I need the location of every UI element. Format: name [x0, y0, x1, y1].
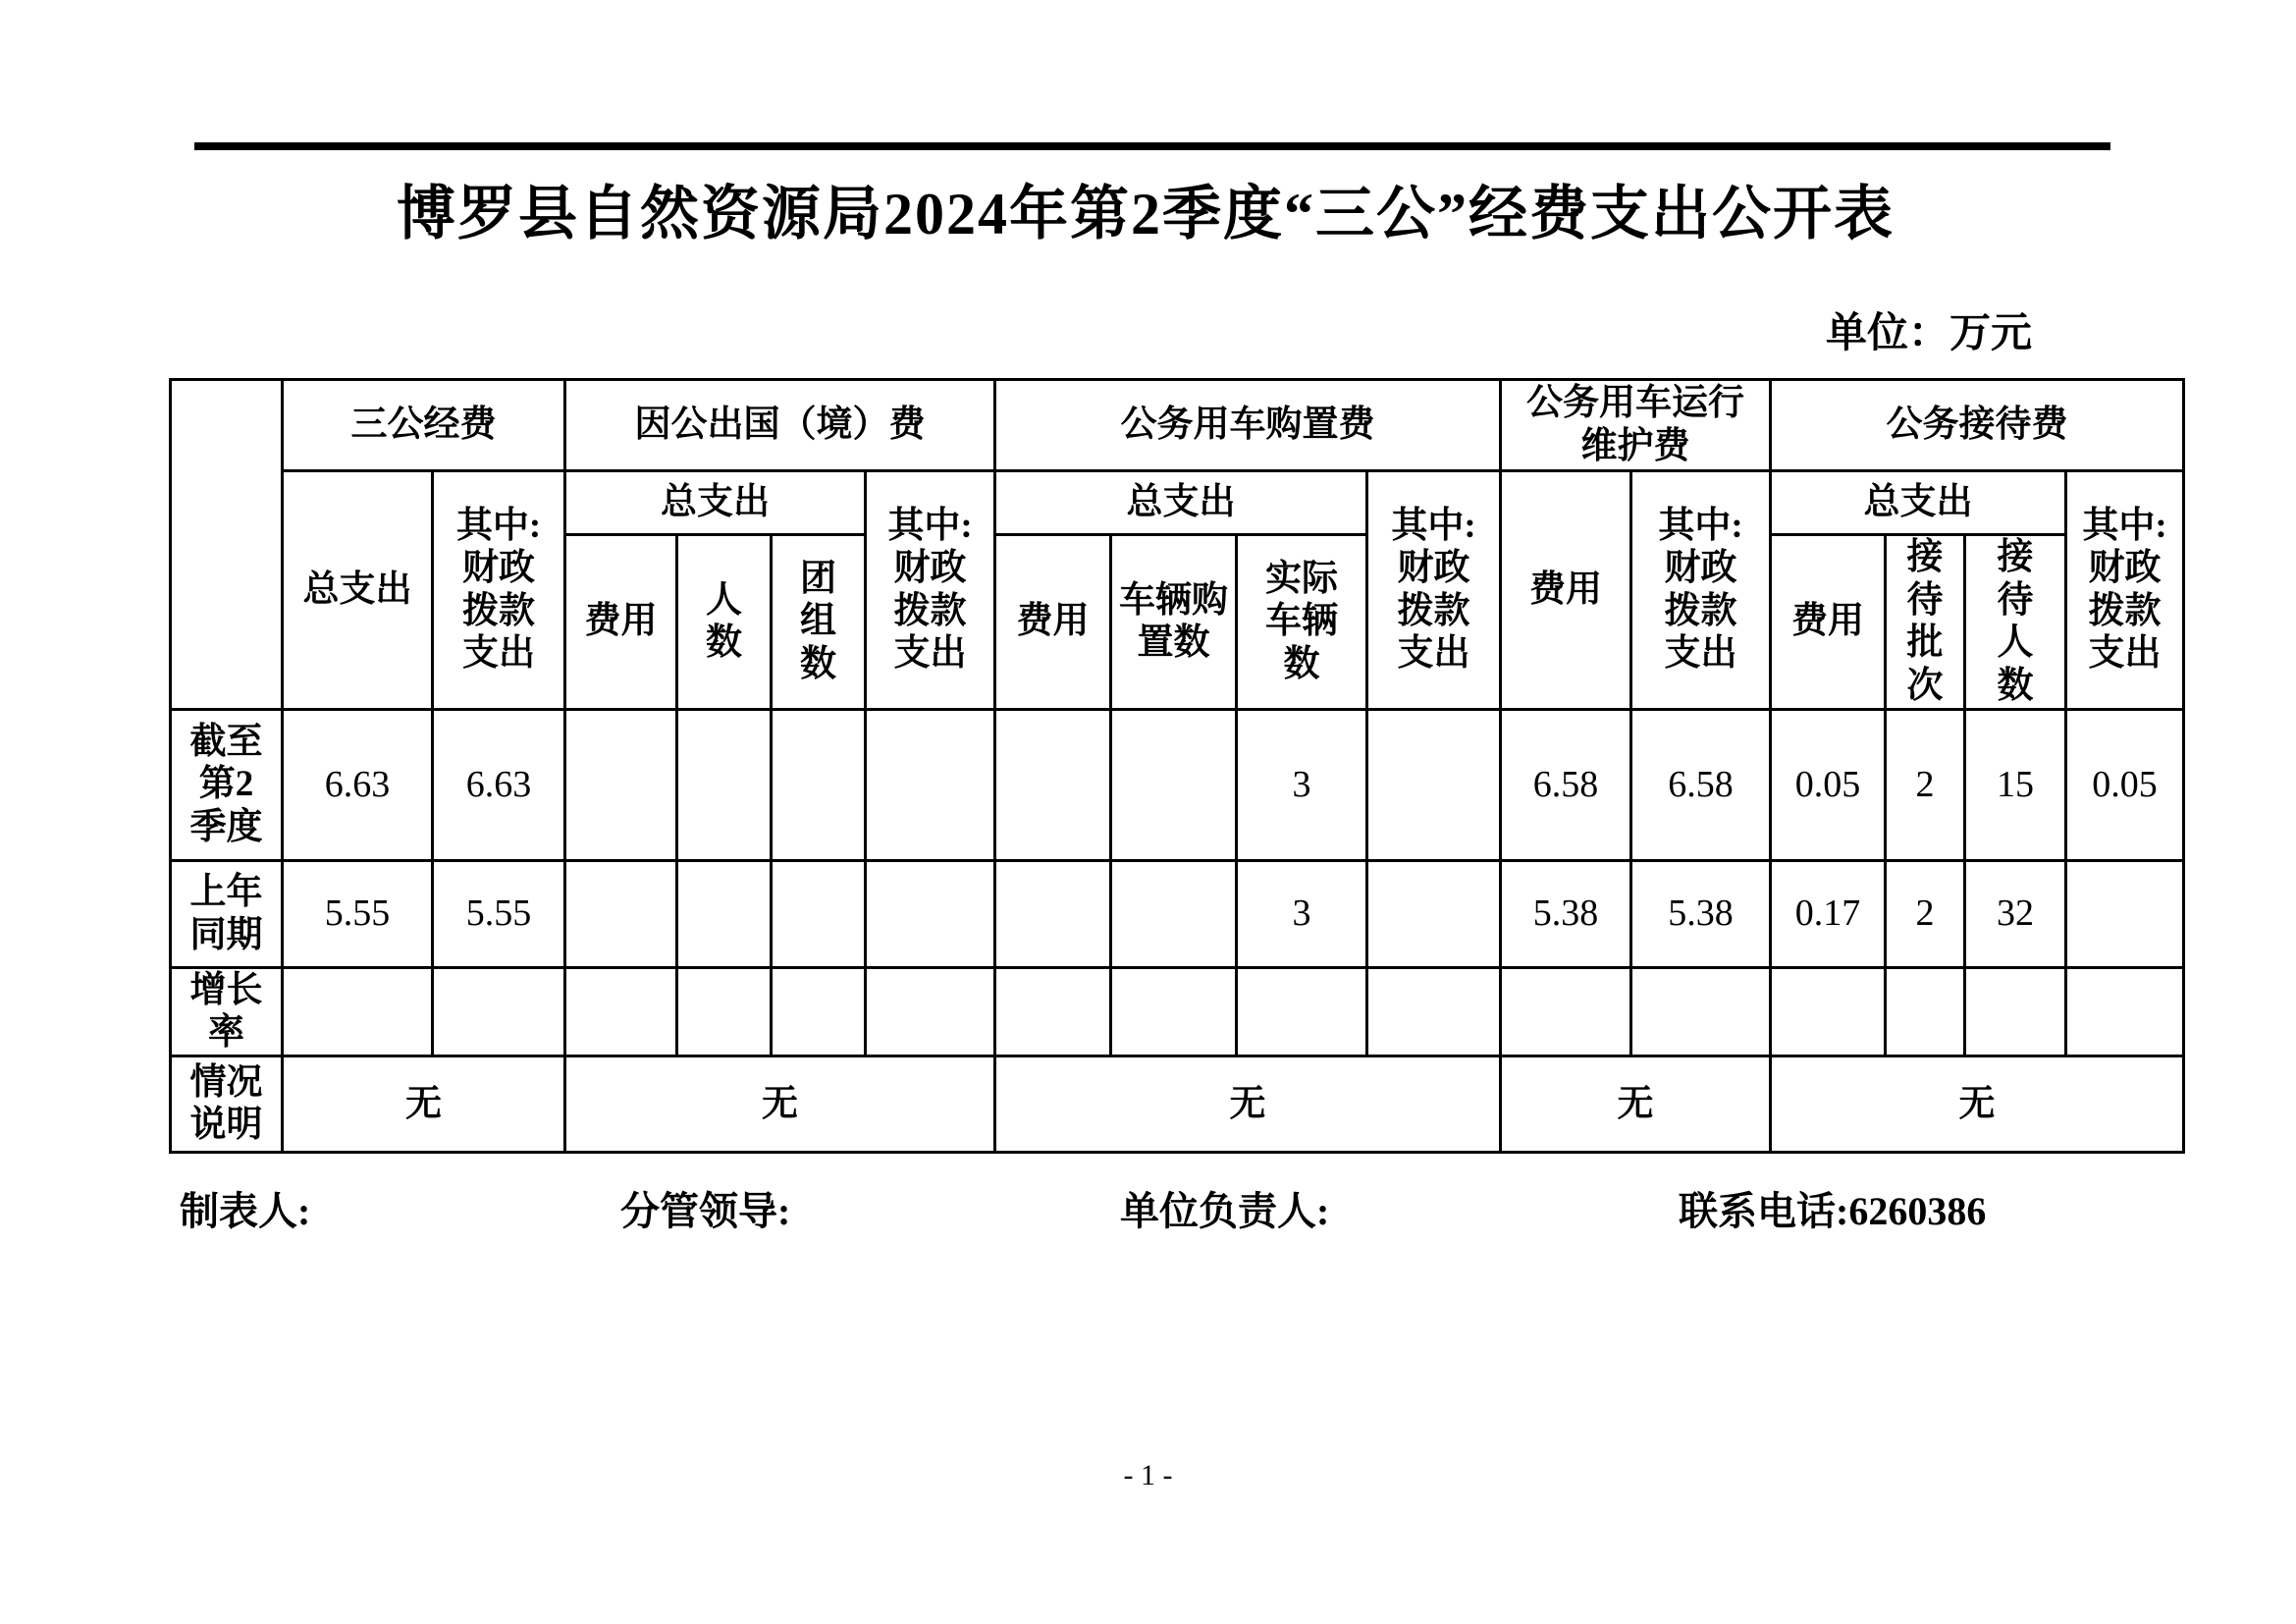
cell [677, 709, 772, 860]
cell [2066, 967, 2184, 1056]
header-abroad-people: 人数 [677, 535, 772, 710]
cell: 5.38 [1631, 860, 1771, 967]
row-label-growth-rate: 增长率 [171, 967, 283, 1056]
group-header-reception: 公务接待费 [1771, 380, 2184, 471]
header-purchase-total: 总支出 [995, 471, 1367, 535]
group-header-vehicle-maintenance: 公务用车运行维护费 [1501, 380, 1771, 471]
cell: 5.55 [283, 860, 433, 967]
note-cell-vehicle-purchase: 无 [995, 1056, 1501, 1152]
cell [995, 860, 1111, 967]
cell [1111, 709, 1237, 860]
group-header-sangong: 三公经费 [283, 380, 565, 471]
leader-label: 分管领导: [620, 1189, 791, 1233]
cell: 2 [1886, 709, 1965, 860]
cell: 0.05 [2066, 709, 2184, 860]
header-purchase-count: 车辆购置数 [1111, 535, 1237, 710]
table-row-growth-rate [171, 967, 2184, 1056]
cell: 3 [1237, 709, 1367, 860]
note-cell-reception: 无 [1771, 1056, 2184, 1152]
cell [1111, 860, 1237, 967]
cell [565, 967, 677, 1056]
expense-table [169, 378, 2185, 1154]
cell: 3 [1237, 860, 1367, 967]
cell: 0.17 [1771, 860, 1886, 967]
preparer-label: 制表人: [180, 1189, 311, 1233]
cell [1771, 967, 1886, 1056]
cell [1367, 860, 1501, 967]
table-row-current-quarter [171, 709, 2184, 860]
header-abroad-fee: 费用 [565, 535, 677, 710]
cell [1886, 967, 1965, 1056]
cell: 6.58 [1631, 709, 1771, 860]
header-reception-people: 接待人数 [1965, 535, 2066, 710]
cell [995, 967, 1111, 1056]
cell [2066, 860, 2184, 967]
unit-label: 单位：万元 [1826, 311, 2033, 356]
cell: 5.38 [1501, 860, 1631, 967]
table-row-last-year [171, 860, 2184, 967]
cell [565, 709, 677, 860]
row-label-notes: 情况说明 [171, 1056, 283, 1152]
cell [1367, 967, 1501, 1056]
cell [866, 967, 995, 1056]
page-title: 博罗县自然资源局2024年第2季度“三公”经费支出公开表 [397, 182, 1895, 246]
cell: 6.58 [1501, 709, 1631, 860]
cell: 2 [1886, 860, 1965, 967]
corner-cell [171, 380, 283, 710]
cell [433, 967, 565, 1056]
note-cell-sangong: 无 [283, 1056, 565, 1152]
table-row-notes [171, 1056, 2184, 1152]
expense-table-wrap [169, 378, 2185, 1154]
cell [866, 860, 995, 967]
header-reception-fiscal: 其中:财政拨款支出 [2066, 471, 2184, 710]
cell [1237, 967, 1367, 1056]
cell [1965, 967, 2066, 1056]
header-purchase-fee: 费用 [995, 535, 1111, 710]
cell: 6.63 [433, 709, 565, 860]
cell [565, 860, 677, 967]
header-sangong-total: 总支出 [283, 471, 433, 710]
cell [1501, 967, 1631, 1056]
header-purchase-fiscal: 其中:财政拨款支出 [1367, 471, 1501, 710]
page-number: - 1 - [1123, 1459, 1173, 1491]
row-label-last-year: 上年同期 [171, 860, 283, 967]
cell [1367, 709, 1501, 860]
header-maintenance-fiscal: 其中:财政拨款支出 [1631, 471, 1771, 710]
header-abroad-total: 总支出 [565, 471, 866, 535]
cell: 0.05 [1771, 709, 1886, 860]
header-actual-vehicles: 实际车辆数 [1237, 535, 1367, 710]
contact-phone-label: 联系电话:6260386 [1679, 1189, 1987, 1233]
title-divider-rule [194, 142, 2110, 150]
row-label-current-quarter: 截至第2季度 [171, 709, 283, 860]
cell [283, 967, 433, 1056]
cell [772, 860, 866, 967]
cell: 5.55 [433, 860, 565, 967]
header-maintenance-fee: 费用 [1501, 471, 1631, 710]
cell: 15 [1965, 709, 2066, 860]
header-reception-fee: 费用 [1771, 535, 1886, 710]
header-sangong-fiscal: 其中:财政拨款支出 [433, 471, 565, 710]
cell [995, 709, 1111, 860]
cell [677, 967, 772, 1056]
group-header-abroad: 因公出国（境）费 [565, 380, 995, 471]
cell [1111, 967, 1237, 1056]
cell [772, 967, 866, 1056]
unit-head-label: 单位负责人: [1120, 1189, 1330, 1233]
cell [866, 709, 995, 860]
cell [772, 709, 866, 860]
cell: 6.63 [283, 709, 433, 860]
header-abroad-groups: 团组数 [772, 535, 866, 710]
header-reception-total: 总支出 [1771, 471, 2066, 535]
cell [677, 860, 772, 967]
note-cell-vehicle-maintenance: 无 [1501, 1056, 1771, 1152]
cell: 32 [1965, 860, 2066, 967]
cell [1631, 967, 1771, 1056]
note-cell-abroad: 无 [565, 1056, 995, 1152]
header-abroad-fiscal: 其中:财政拨款支出 [866, 471, 995, 710]
header-reception-batches: 接待批次 [1886, 535, 1965, 710]
group-header-vehicle-purchase: 公务用车购置费 [995, 380, 1501, 471]
